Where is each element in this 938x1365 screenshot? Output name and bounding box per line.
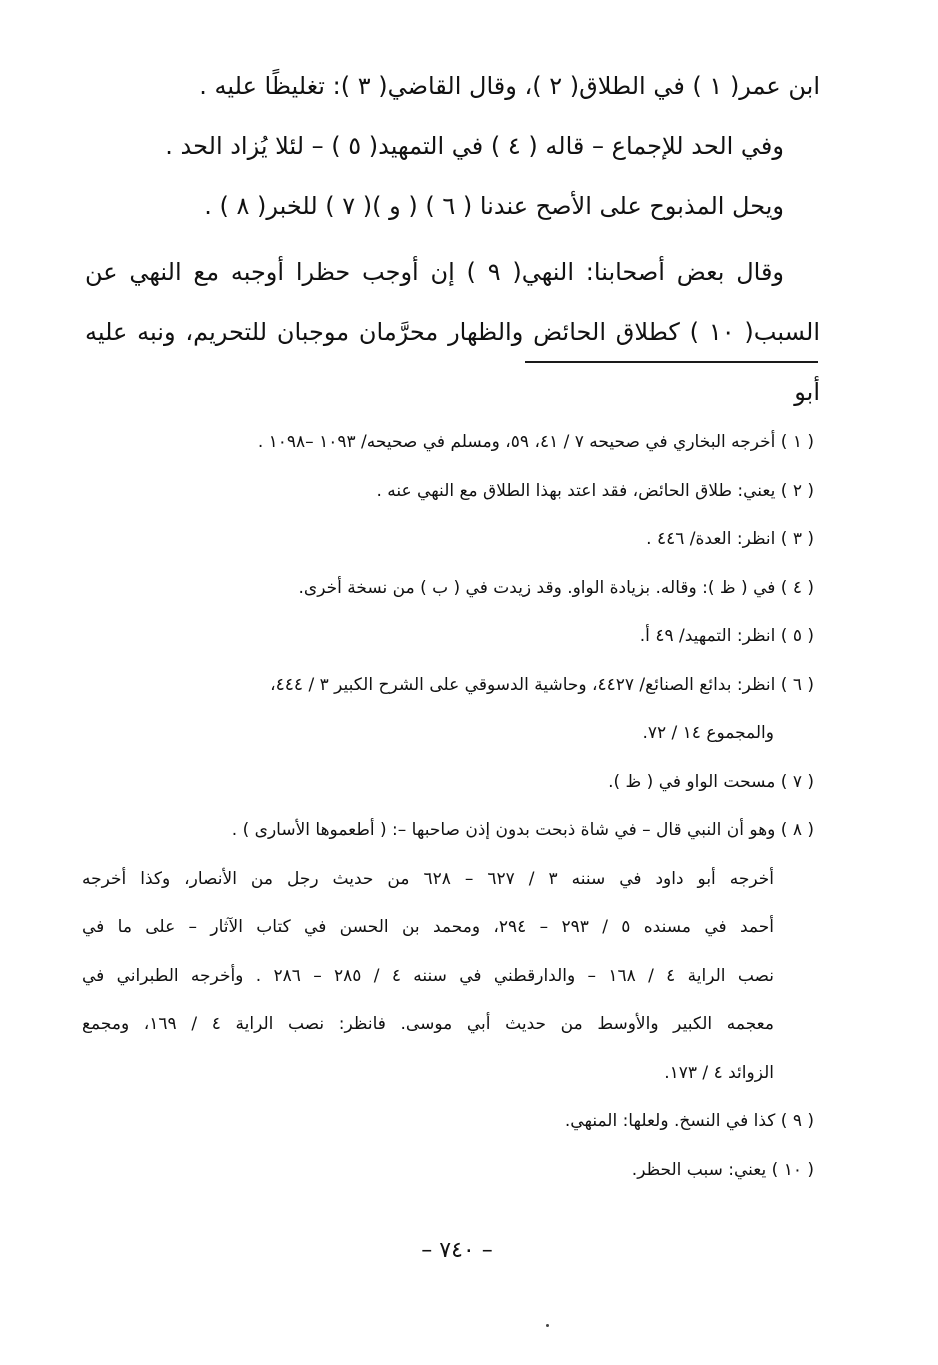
footnote-9: ( ٩ ) كذا في النسخ. ولعلها: المنهي. — [564, 1111, 814, 1131]
footnote-4: ( ٤ ) في ( ظ ): وقاله. بزيادة الواو. وقد زيدت في ( ب ) من نسخة أخرى. — [298, 577, 814, 598]
footnote-8-continuation: أحمد في مسنده ٥ / ٢٩٣ – ٢٩٤، ومحمد بن الحسن في كتاب الآثار – على ما في — [82, 917, 774, 937]
footnote-8: ( ٨ ) وهو أن النبي قال – في شاة ذبحت بدون إذن صاحبها –: ( أطعموها الأسارى ) . — [231, 820, 814, 840]
footnote-separator — [525, 361, 818, 363]
footnote-8-continuation: أخرجه أبو داود في سننه ٣ / ٦٢٧ – ٦٢٨ من حديث رجل من الأنصار، وكذا أخرجه — [82, 868, 775, 889]
footnote-1: ( ١ ) أخرجه البخاري في صحيحه ٧ / ٤١، ٥٩، ومسلم في صحيحه/ ١٠٩٣ –١٠٩٨ . — [257, 432, 814, 452]
footnote-6-continuation: والمجموع ١٤ / ٧٢. — [642, 723, 774, 743]
main-text-line: ويحل المذبوح على الأصح عندنا ( ٦ ) ( و )( ٧ ) للخبر( ٨ ) . — [204, 192, 784, 220]
footnote-5: ( ٥ ) انظر: التمهيد/ ٤٩ أ. — [639, 626, 814, 646]
main-text-line: وقال بعض أصحابنا: النهي( ٩ ) إن أوجب حظرا أوجبه مع النهي عن — [85, 258, 785, 286]
page-number: – ٧٤٠ – — [421, 1238, 493, 1263]
main-text-line: ابن عمر( ١ ) في الطلاق( ٢ )، وقال القاضي( ٣ ): تغليظًا عليه . — [199, 72, 820, 100]
footnote-8-continuation: الزوائد ٤ / ١٧٣. — [664, 1062, 774, 1083]
footnote-10: ( ١٠ ) يعني: سبب الحظر. — [631, 1159, 814, 1180]
main-text-block — [85, 56, 820, 406]
footnote-2: ( ٢ ) يعني: طلاق الحائض، فقد اعتد بهذا الطلاق مع النهي عنه . — [376, 480, 814, 501]
footnote-7: ( ٧ ) مسحت الواو في ( ظ ). — [608, 771, 814, 792]
main-text-line: السبب( ١٠ ) كطلاق الحائض والظهار محرَّمان موجبان للتحريم، ونبه عليه أبو — [85, 318, 820, 406]
footnote-3: ( ٣ ) انظر: العدة/ ٤٤٦ . — [646, 529, 814, 549]
main-text-line: وفي الحد للإجماع – قاله ( ٤ ) في التمهيد( ٥ ) – لئلا يُزاد الحد . — [165, 132, 784, 160]
footnote-8-continuation: معجمه الكبير والأوسط من حديث أبي موسى. فانظر: نصب الراية ٤ / ١٦٩، ومجمع — [82, 1014, 774, 1034]
footnote-8-continuation: نصب الراية ٤ / ١٦٨ – والدارقطني في سننه ٤ / ٢٨٥ – ٢٨٦ . وأخرجه الطبراني في — [82, 965, 774, 986]
scan-speck — [546, 1324, 549, 1327]
footnote-6: ( ٦ ) انظر: بدائع الصنائع/ ٤٤٢٧، وحاشية الدسوقي على الشرح الكبير ٣ / ٤٤٤، — [270, 674, 814, 695]
footnotes-section — [82, 418, 814, 1194]
